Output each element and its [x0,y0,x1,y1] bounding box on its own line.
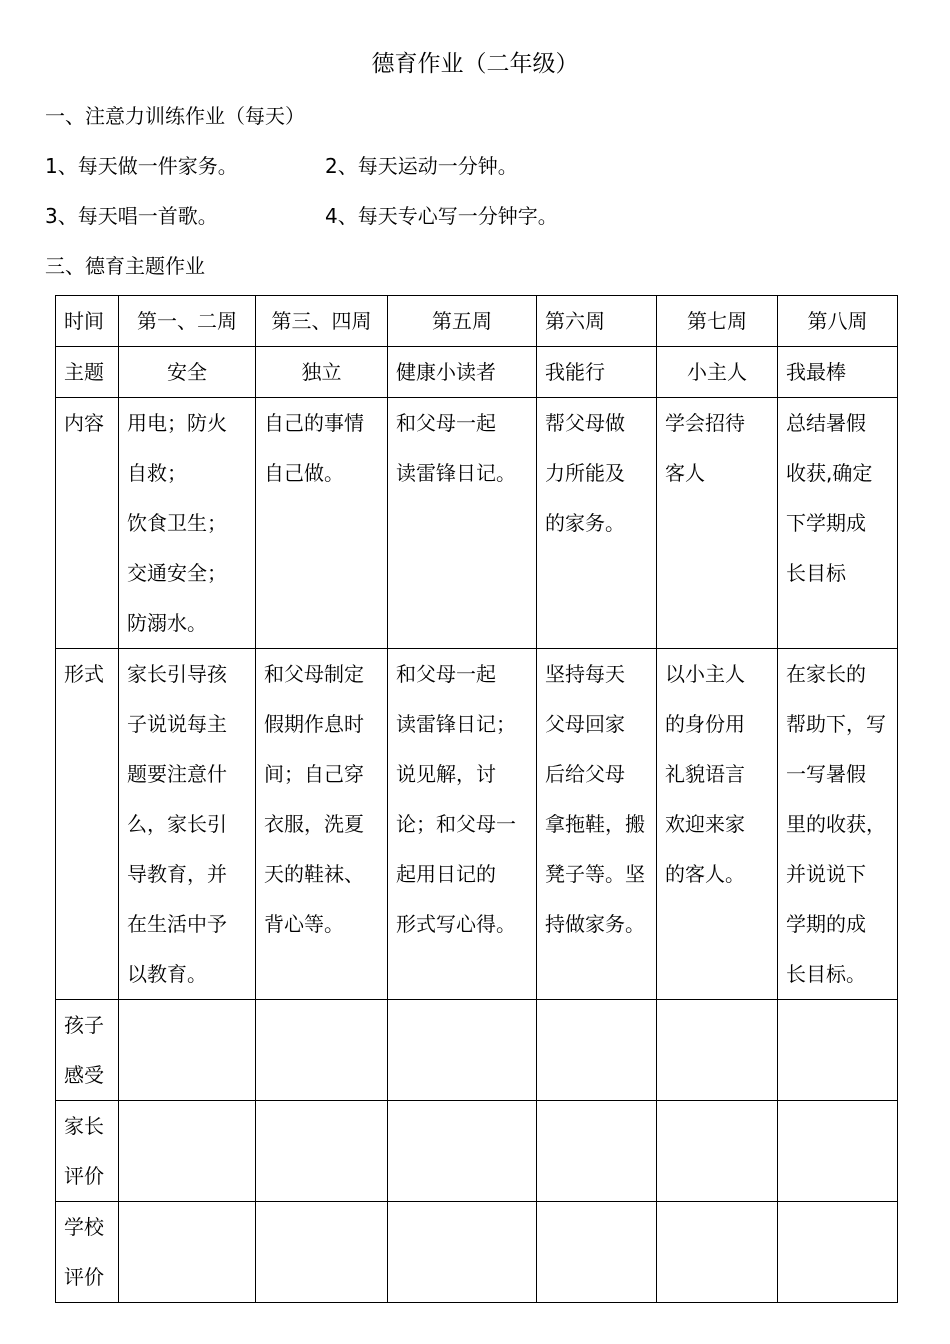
parent-eval-entry[interactable] [657,1101,778,1202]
section-3-heading: 三、德育主题作业 [45,254,205,278]
child-feeling-row [56,1000,898,1101]
school-eval-label [56,1202,119,1303]
content-cell [657,398,778,649]
form-line: 家长引导孩 [127,662,227,686]
form-line: 一写暑假 [786,762,866,786]
parent-eval-entry[interactable] [119,1101,256,1202]
school-eval-entry[interactable] [778,1202,898,1303]
school-eval-entry[interactable] [256,1202,388,1303]
form-line: 起用日记的 [396,862,496,886]
label-line: 评价 [64,1164,104,1188]
parent-eval-label [56,1101,119,1202]
parent-eval-entry[interactable] [778,1101,898,1202]
theme-cell: 小主人 [657,347,778,398]
content-line: 力所能及 [545,461,625,485]
form-line: 父母回家 [545,712,625,736]
theme-cell: 我能行 [537,347,657,398]
form-cell [537,649,657,1000]
theme-row [56,347,898,398]
week-header: 第六周 [537,296,657,347]
school-eval-entry[interactable] [657,1202,778,1303]
content-label: 内容 [56,398,119,649]
content-line: 和父母一起 [396,411,496,435]
label-line: 感受 [64,1063,104,1087]
theme-cell: 健康小读者 [388,347,537,398]
form-line: 拿拖鞋，搬 [545,812,645,836]
form-line: 的客人。 [665,862,745,886]
week-header: 第三、四周 [256,296,388,347]
form-line: 坚持每天 [545,662,625,686]
form-line: 并说说下 [786,862,866,886]
parent-eval-row [56,1101,898,1202]
week-header: 第五周 [388,296,537,347]
form-line: 背心等。 [264,912,344,936]
form-cell [657,649,778,1000]
content-cell [119,398,256,649]
content-cell [537,398,657,649]
theme-cell: 独立 [256,347,388,398]
attention-item-4: 4、每天专心写一分钟字。 [325,204,558,228]
form-line: 在生活中予 [127,912,227,936]
label-line: 学校 [64,1215,104,1239]
form-row [56,649,898,1000]
form-line: 形式写心得。 [396,912,516,936]
form-line: 说见解，讨 [396,762,496,786]
content-line: 防溺水。 [127,611,207,635]
form-line: 衣服，洗夏 [264,812,364,836]
school-eval-row [56,1202,898,1303]
content-line: 交通安全； [127,561,227,585]
form-line: 天的鞋袜、 [264,862,364,886]
form-cell [388,649,537,1000]
content-line: 帮父母做 [545,411,625,435]
form-line: 的身份用 [665,712,745,736]
child-feeling-entry[interactable] [256,1000,388,1101]
theme-label: 主题 [56,347,119,398]
form-line: 假期作息时 [264,712,364,736]
form-line: 在家长的 [786,662,866,686]
theme-cell: 安全 [119,347,256,398]
content-line: 收获,确定 [786,461,873,485]
content-line: 自救； [127,461,187,485]
form-line: 以教育。 [127,962,207,986]
form-line: 里的收获， [786,812,886,836]
form-line: 后给父母 [545,762,625,786]
label-line: 评价 [64,1265,104,1289]
school-eval-entry[interactable] [119,1202,256,1303]
content-line: 下学期成 [786,511,866,535]
content-cell [256,398,388,649]
school-eval-entry[interactable] [388,1202,537,1303]
form-line: 读雷锋日记； [396,712,516,736]
child-feeling-entry[interactable] [657,1000,778,1101]
attention-item-1: 1、每天做一件家务。 [45,154,238,178]
content-line: 用电；防火 [127,411,227,435]
label-line: 家长 [64,1114,104,1138]
form-line: 和父母一起 [396,662,496,686]
content-cell [388,398,537,649]
week-header: 第八周 [778,296,898,347]
attention-item-3: 3、每天唱一首歌。 [45,204,218,228]
form-line: 帮助下，写 [786,712,886,736]
form-line: 礼貌语言 [665,762,745,786]
content-row [56,398,898,649]
form-line: 学期的成 [786,912,866,936]
form-line: 论；和父母一 [396,812,516,836]
week-header: 第七周 [657,296,778,347]
form-line: 间；自己穿 [264,762,364,786]
child-feeling-entry[interactable] [537,1000,657,1101]
parent-eval-entry[interactable] [388,1101,537,1202]
time-row [56,296,898,347]
form-cell [256,649,388,1000]
form-line: 么，家长引 [127,812,227,836]
form-line: 欢迎来家 [665,812,745,836]
content-cell [778,398,898,649]
form-line: 长目标。 [786,962,866,986]
parent-eval-entry[interactable] [537,1101,657,1202]
content-line: 饮食卫生； [127,511,227,535]
content-line: 读雷锋日记。 [396,461,516,485]
form-cell [778,649,898,1000]
form-line: 凳子等。坚 [545,862,645,886]
content-line: 总结暑假 [786,411,866,435]
content-line: 的家务。 [545,511,625,535]
label-line: 孩子 [64,1013,104,1037]
form-line: 题要注意什 [127,762,227,786]
child-feeling-entry[interactable] [778,1000,898,1101]
time-label: 时间 [56,296,119,347]
theme-cell: 我最棒 [778,347,898,398]
form-cell [119,649,256,1000]
form-line: 持做家务。 [545,912,645,936]
form-line: 导教育，并 [127,862,227,886]
content-line: 学会招待 [665,411,745,435]
section-1-heading: 一、注意力训练作业（每天） [45,104,305,128]
form-line: 以小主人 [665,662,745,686]
form-label: 形式 [56,649,119,1000]
attention-item-2: 2、每天运动一分钟。 [325,154,518,178]
child-feeling-label [56,1000,119,1101]
content-line: 客人 [665,461,705,485]
attention-item-row-1 [45,146,518,186]
content-line: 自己的事情 [264,411,364,435]
form-line: 和父母制定 [264,662,364,686]
parent-eval-entry[interactable] [256,1101,388,1202]
week-header: 第一、二周 [119,296,256,347]
attention-item-row-2 [45,196,558,236]
school-eval-entry[interactable] [537,1202,657,1303]
moral-homework-table [55,295,898,1303]
child-feeling-entry[interactable] [119,1000,256,1101]
page-title: 德育作业（二年级） [371,51,579,77]
content-line: 长目标 [786,561,846,585]
form-line: 子说说每主 [127,712,227,736]
content-line: 自己做。 [264,461,344,485]
child-feeling-entry[interactable] [388,1000,537,1101]
